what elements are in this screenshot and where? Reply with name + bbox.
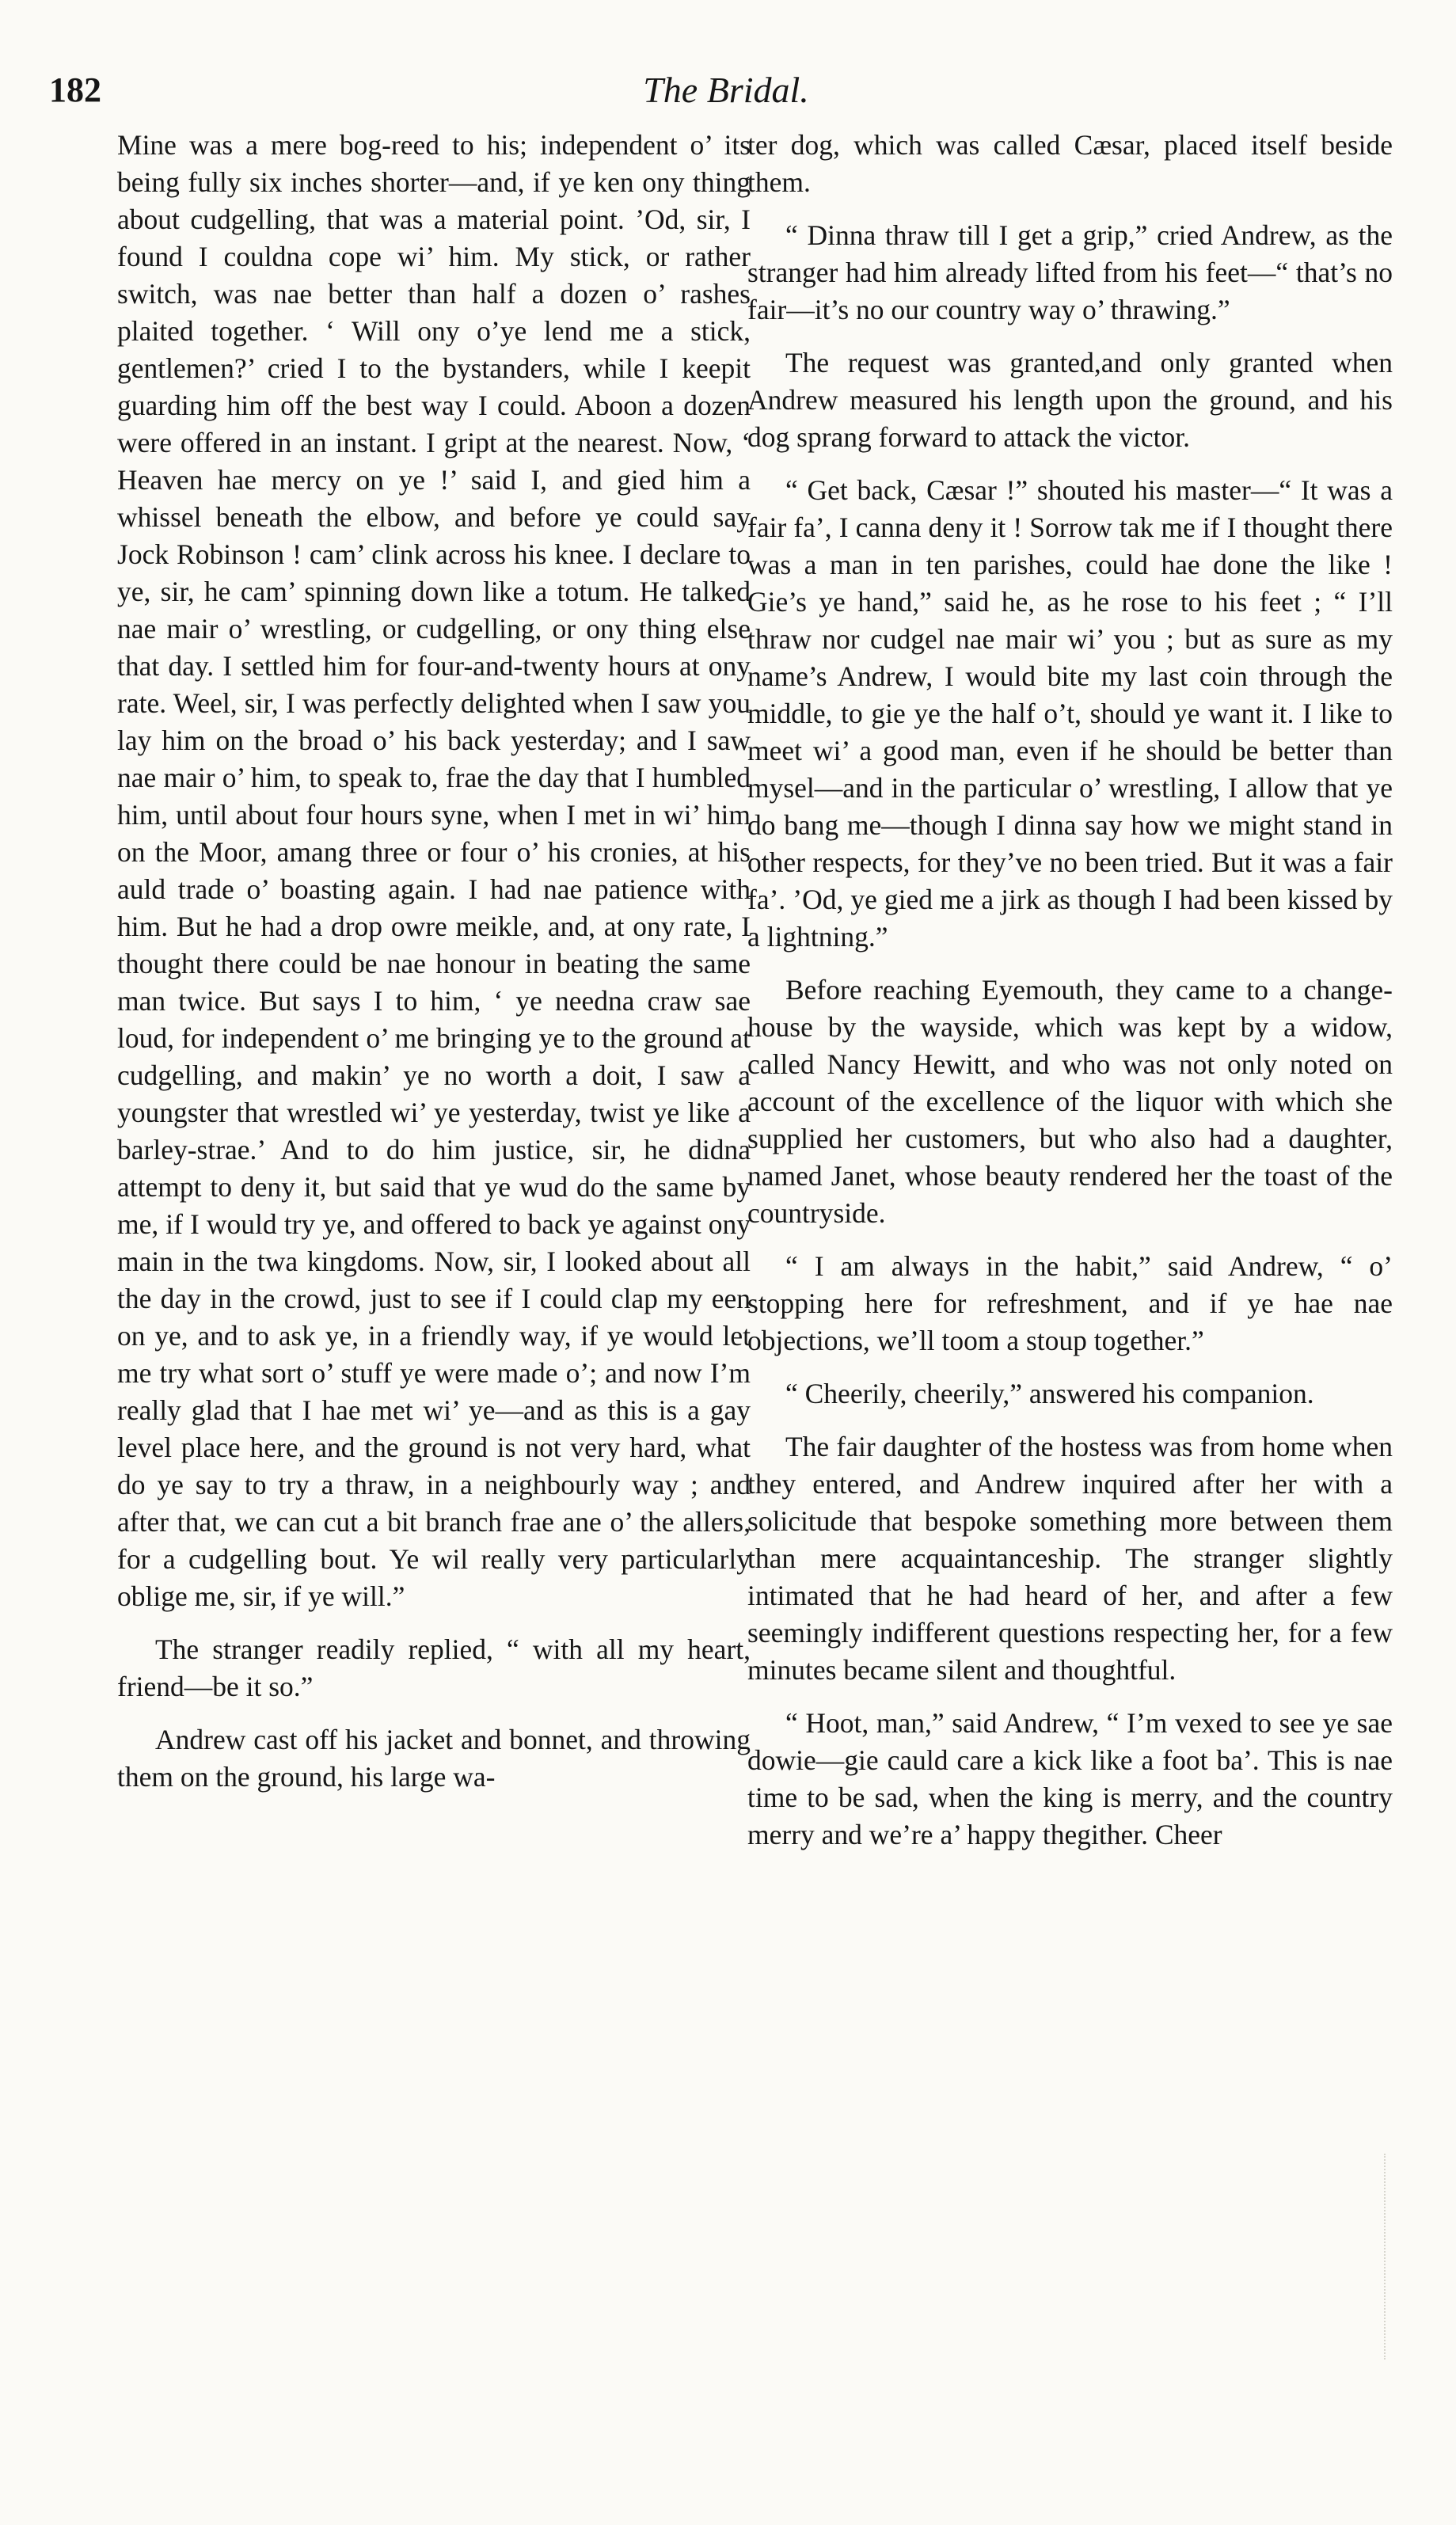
paragraph: “ Get back, Cæsar !” shouted his master—“ It was a fair fa’, I canna deny it ! Sorrow tak me if I thought there was a man in ten parishes, could hae done the like ! Gie’s ye hand,” said he, as he rose to his feet ; “ I’ll thraw nor cudgel nae mair wi’ you ; but as sure as my name’s Andrew, I would bite my last coin through the middle, to gie ye the half o’t, should ye want it. I like to meet wi’ a good man, even if he should be better than mysel—and in the particular o’ wrestling, I allow that ye do bang me—though I dinna say how we might stand in other respects, for they’ve no been tried. But it was a fair fa’. ’Od, ye gied me a jirk as though I had been kissed by a lightning.”	[747, 474, 1393, 953]
page-edge-artifact	[1384, 2154, 1392, 2360]
paragraph: “ Hoot, man,” said Andrew, “ I’m vexed to see ye sae dowie—gie cauld care a kick like a foot ba’. This is nae time to be sad, when the king is merry, and the country merry and we’re a’ happy thegither. Cheer	[747, 1707, 1393, 1850]
paragraph: “ Cheerily, cheerily,” answered his companion.	[785, 1378, 1314, 1409]
paragraph: Andrew cast off his jacket and bonnet, and throwing them on the ground, his large wa-	[117, 1724, 751, 1793]
paragraph: “ Dinna thraw till I get a grip,” cried Andrew, as the stranger had him already lifted from his feet—“ that’s no fair—it’s no our country way o’ thrawing.”	[747, 219, 1393, 325]
paragraph: Mine was a mere bog-reed to his; independent o’ its being fully six inches shorter—and, if ye ken ony thing about cudgelling, that was a material point. ’Od, sir, I found I couldna cope wi’ him. My stick, or rather switch, was nae better than half a dozen o’ rashes plaited together. ‘ Will ony o’ye lend me a stick, gentlemen?’ cried I to the bystanders, while I keepit guarding him off the best way I could. Aboon a dozen were offered in an instant. I gript at the nearest. Now, ‘ Heaven hae mercy on ye !’ said I, and gied him a whissel beneath the elbow, and before ye could say Jock Robinson ! cam’ clink across his knee. I declare to ye, sir, he cam’ spinning down like a totum. He talked nae mair o’ wrestling, or cudgelling, or ony thing else that day. I settled him for four-and-twenty hours at ony rate. Weel, sir, I was perfectly delighted when I saw you lay him on the broad o’ his back yesterday; and I saw nae mair o’ him, to speak to, frae the day that I humbled him, until about four hours syne, when I met in wi’ him on the Moor, amang three or four o’ his cronies, at his auld trade o’ boasting again. I had nae patience with him. But he had a drop owre meikle, and, at ony rate, I thought there could be nae honour in beating the same man twice. But says I to him, ‘ ye needna craw sae loud, for independent o’ me bringing ye to the ground at cudgelling, and makin’ ye no worth a doit, I saw a youngster that wrestled wi’ ye yesterday, twist ye like a barley-strae.’ And to do him justice, sir, he didna attempt to deny it, but said that ye wud do the same by me, if I would try ye, and offered to back ye against ony main in the twa kingdoms. Now, sir, I looked about all the day in the crowd, just to see if I could clap my een on ye, and to ask ye, in a friendly way, if ye would let me try what sort o’ stuff ye were made o’; and now I’m really glad that I hae met wi’ ye—and as this is a gay level place here, and the ground is not very hard, what do ye say to try a thraw, in a neighbourly way ; and after that, we can cut a bit branch frae ane o’ the allers, for a cudgelling bout. Ye wil really very particularly oblige me, sir, if ye will.”	[117, 129, 751, 1612]
paragraph: The stranger readily replied, “ with all my heart, friend—be it so.”	[117, 1633, 751, 1702]
page-header	[49, 67, 1403, 122]
running-title: The Bridal.	[643, 70, 809, 110]
paragraph: “ I am always in the habit,” said Andrew, “ o’ stopping here for refreshment, and if ye hae nae objections, we’ll toom a stoup together.”	[747, 1250, 1393, 1356]
paragraph: Before reaching Eyemouth, they came to a change-house by the wayside, which was kept by a widow, called Nancy Hewitt, and who was not only noted on account of the excellence of the liquor with which she supplied her customers, but who also had a daughter, named Janet, whose beauty rendered her the toast of the countryside.	[747, 974, 1393, 1229]
paragraph: The request was granted,and only granted when Andrew measured his length upon the ground, and his dog sprang forward to attack the victor.	[747, 347, 1393, 453]
right-column	[747, 127, 1393, 1869]
paragraph: The fair daughter of the hostess was from home when they entered, and Andrew inquired after her with a solicitude that bespoke something more between them than mere acquaintanceship. The stranger slightly intimated that he had heard of her, and after a few seemingly indifferent questions respecting her, for a few minutes became silent and thoughtful.	[747, 1431, 1393, 1686]
left-column	[117, 127, 751, 1812]
page-number: 182	[49, 70, 101, 109]
paragraph: ter dog, which was called Cæsar, placed itself beside them.	[747, 129, 1393, 198]
